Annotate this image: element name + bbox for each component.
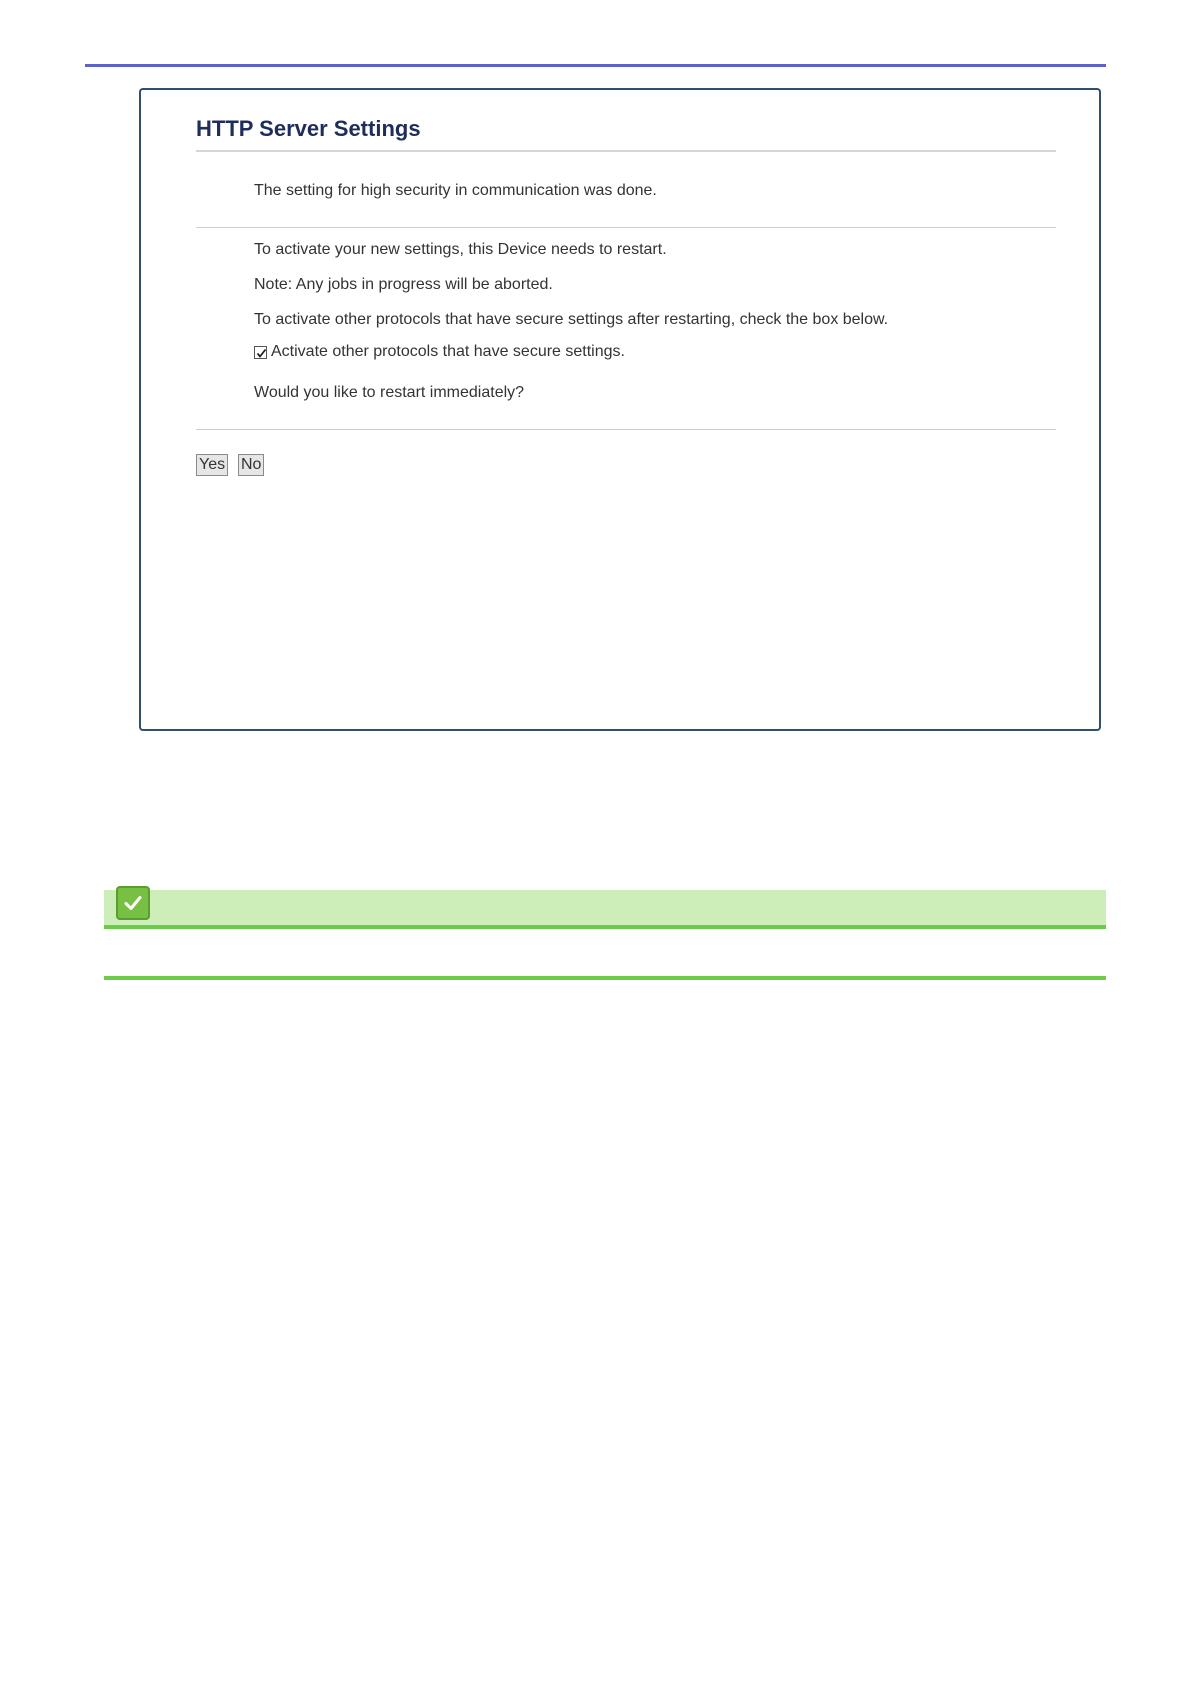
related-information-bar xyxy=(104,890,1106,929)
no-button[interactable]: No xyxy=(238,454,264,476)
page-title: HTTP Server Settings xyxy=(196,116,421,141)
activate-protocols-option[interactable] xyxy=(254,343,625,361)
checkmark-glyph-icon xyxy=(255,347,268,360)
success-message: The setting for high security in communication was done. xyxy=(254,182,657,199)
abort-note: Note: Any jobs in progress will be aborted. xyxy=(254,276,553,293)
restart-notice: To activate your new settings, this Device needs to restart. xyxy=(254,241,667,258)
buttons-divider xyxy=(196,429,1056,430)
title-divider xyxy=(196,150,1056,152)
header-rule xyxy=(85,64,1106,67)
activate-protocols-label: Activate other protocols that have secure settings. xyxy=(271,343,625,360)
yes-button[interactable]: Yes xyxy=(196,454,228,476)
checkmark-icon xyxy=(116,886,150,920)
http-server-settings-screenshot xyxy=(139,88,1101,731)
activate-protocols-checkbox[interactable] xyxy=(254,346,267,359)
related-information-bottom-rule xyxy=(104,976,1106,980)
protocols-instruction: To activate other protocols that have secure settings after restarting, check the box below. xyxy=(254,311,889,328)
restart-question: Would you like to restart immediately? xyxy=(254,384,525,401)
section-divider xyxy=(196,227,1056,228)
